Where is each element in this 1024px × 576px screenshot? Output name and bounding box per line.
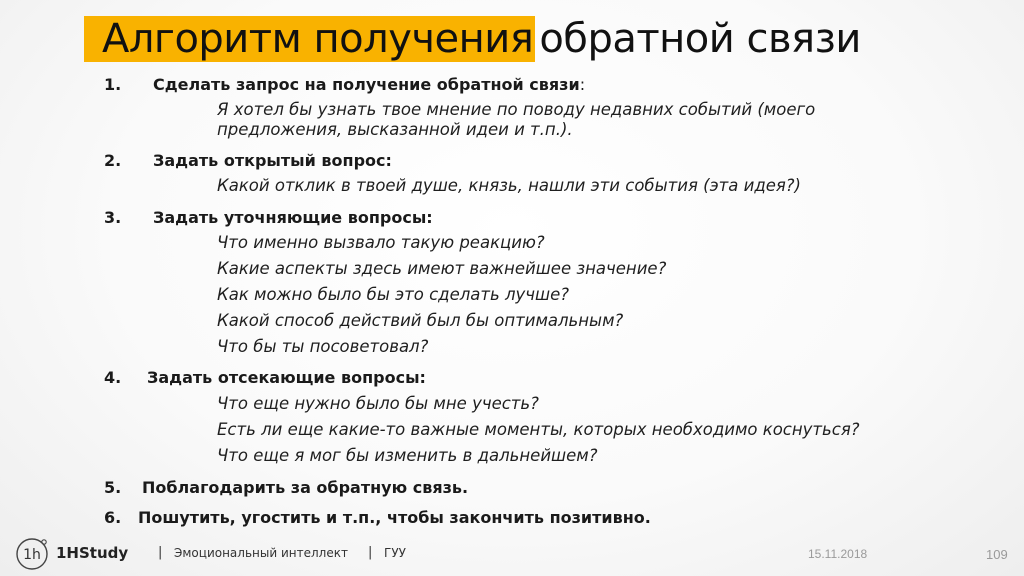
list-item-number: 4. xyxy=(104,368,122,387)
slide-footer xyxy=(0,532,1024,576)
list-item-heading: Задать уточняющие вопросы: xyxy=(153,208,433,227)
list-item-line: Что бы ты посоветовал? xyxy=(217,337,429,356)
slide-title-rest: обратной связи xyxy=(539,16,861,62)
list-item-number: 1. xyxy=(104,75,122,94)
list-item-line: предложения, высказанной идеи и т.п.). xyxy=(217,120,573,139)
list-item-line: Есть ли еще какие-то важные моменты, которых необходимо коснуться? xyxy=(217,420,860,439)
course-name: Эмоциональный интеллект xyxy=(174,546,348,560)
list-item-line: Как можно было бы это сделать лучше? xyxy=(217,285,570,304)
footer-separator: | xyxy=(158,545,163,560)
list-item-number: 6. xyxy=(104,508,122,527)
list-item-number: 2. xyxy=(104,151,122,170)
footer-separator: | xyxy=(368,545,373,560)
brand-name: 1HStudy xyxy=(56,544,129,562)
slide-title-highlight: Алгоритм получения xyxy=(84,16,535,62)
list-item-heading: Пошутить, угостить и т.п., чтобы закончить позитивно. xyxy=(138,508,651,527)
page-number: 109 xyxy=(986,547,1008,562)
slide-date: 15.11.2018 xyxy=(808,547,868,561)
organization-name: ГУУ xyxy=(384,546,406,560)
list-item-line: Я хотел бы узнать твое мнение по поводу недавних событий (моего xyxy=(217,100,816,119)
list-item-heading: Задать открытый вопрос: xyxy=(153,151,392,170)
list-item-heading-text: Сделать запрос на получение обратной связи xyxy=(153,75,580,94)
list-item-line: Какой отклик в твоей душе, князь, нашли эти события (эта идея?) xyxy=(217,176,801,195)
list-item-number: 5. xyxy=(104,478,122,497)
list-item-line: Какой способ действий был бы оптимальным? xyxy=(217,311,624,330)
1hstudy-logo-icon xyxy=(14,536,50,572)
list-item-line: Что еще нужно было бы мне учесть? xyxy=(217,394,539,413)
list-item-heading: Задать отсекающие вопросы: xyxy=(147,368,426,387)
list-item-number: 3. xyxy=(104,208,122,227)
list-item-heading-colon: : xyxy=(579,75,586,94)
list-item-line: Какие аспекты здесь имеют важнейшее значение? xyxy=(217,259,667,278)
list-item-heading: Поблагодарить за обратную связь. xyxy=(142,478,469,497)
list-item-line: Что именно вызвало такую реакцию? xyxy=(217,233,545,252)
slide-title xyxy=(84,6,861,72)
list-item-heading xyxy=(153,75,585,95)
list-item-line: Что еще я мог бы изменить в дальнейшем? xyxy=(217,446,598,465)
logo-mark: 1h xyxy=(23,547,41,563)
